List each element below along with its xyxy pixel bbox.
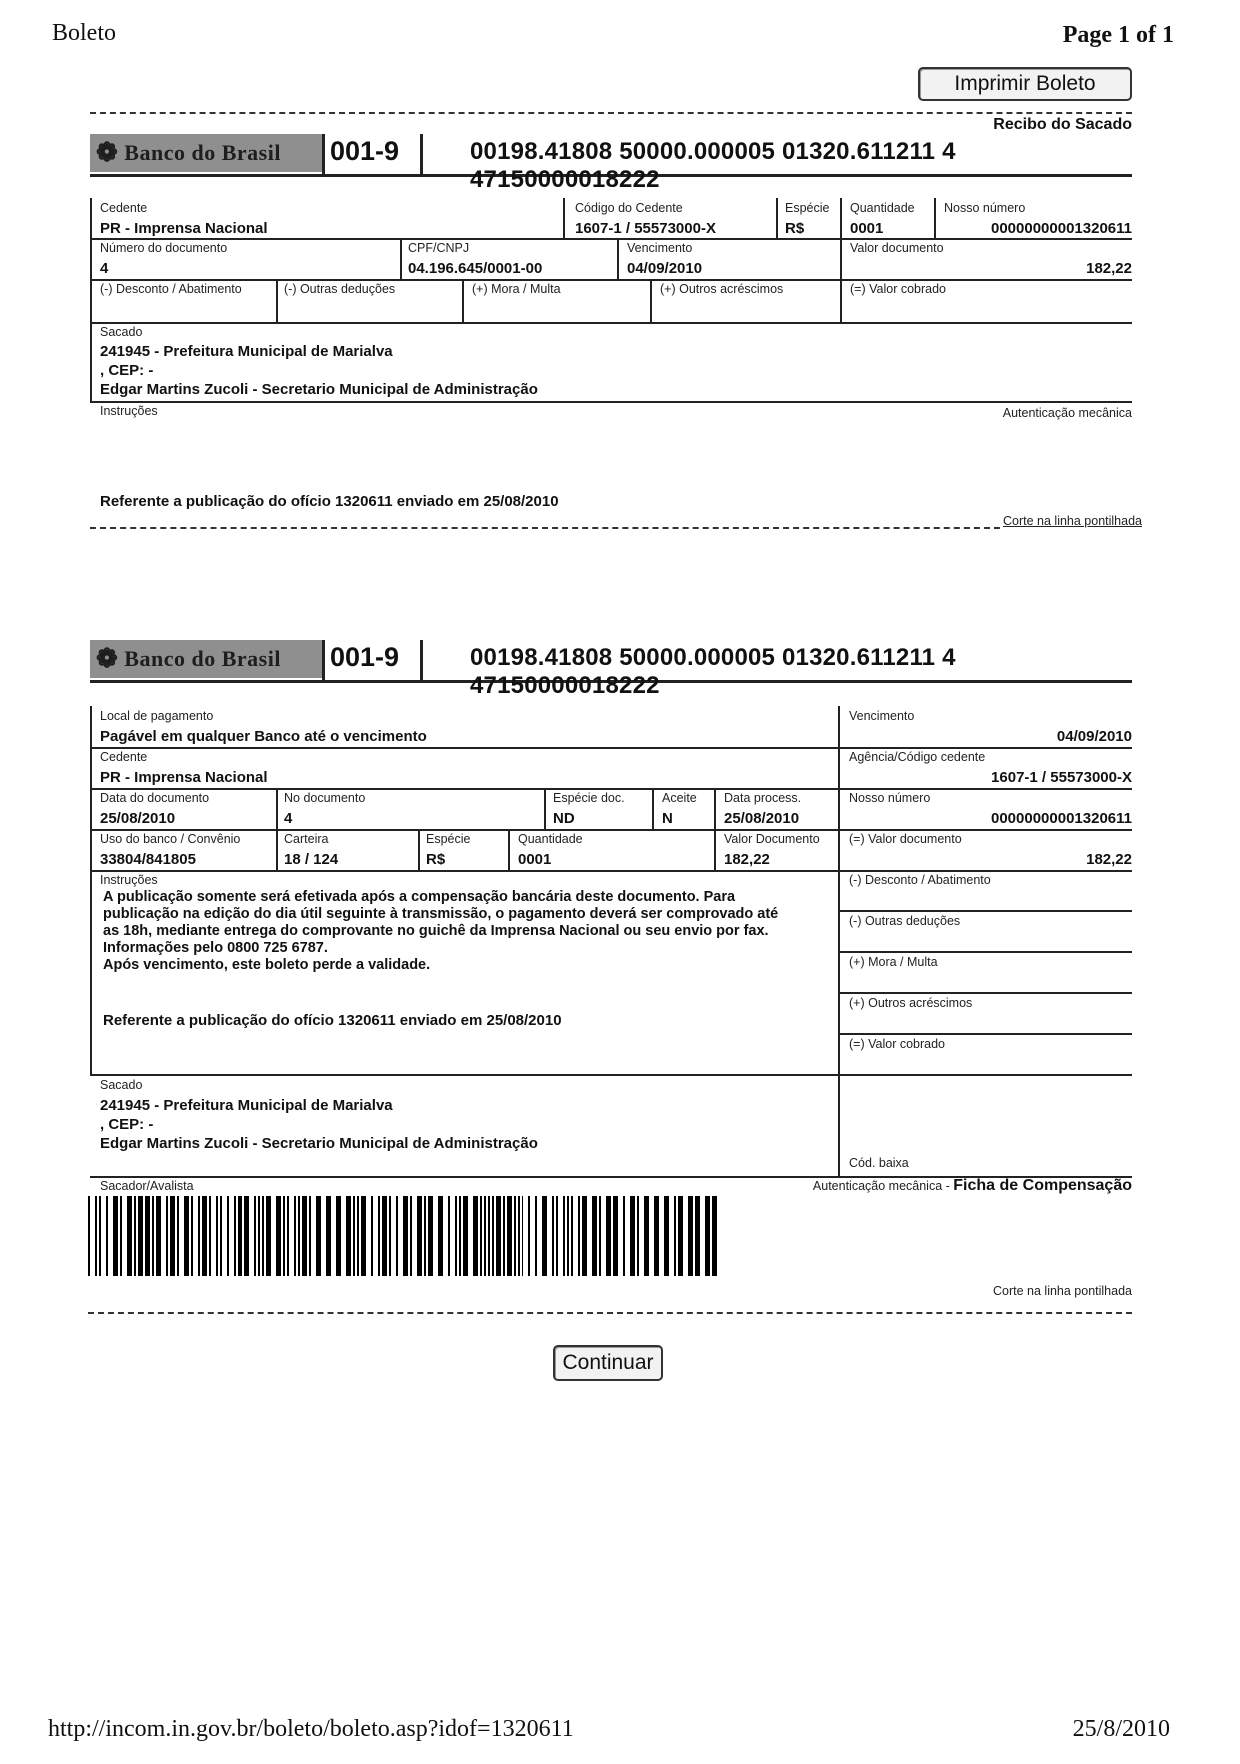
mora-label: (+) Mora / Multa [849, 955, 938, 969]
numero-documento-value: 4 [100, 260, 109, 277]
barcode-bar [184, 1196, 189, 1276]
barcode-bar [177, 1196, 179, 1276]
grid-line [90, 747, 1132, 749]
page-number: Page 1 of 1 [1062, 22, 1174, 48]
valor-documento-label: (=) Valor documento [849, 832, 962, 846]
linha-digitavel: 00198.41808 50000.000005 01320.611211 4 47150000018222 [470, 644, 956, 699]
valor-cobrado-label: (=) Valor cobrado [850, 282, 946, 296]
grid-line [90, 706, 92, 1076]
mora-label: (+) Mora / Multa [472, 282, 561, 296]
sacado-line-2: , CEP: - [100, 362, 154, 379]
barcode-bar [258, 1196, 260, 1276]
cpf-cnpj-label: CPF/CNPJ [408, 241, 470, 255]
barcode-bar [503, 1196, 505, 1276]
barcode-bar [266, 1196, 271, 1276]
barcode-bar [705, 1196, 710, 1276]
barcode-bar [220, 1196, 222, 1276]
outros-acrescimos-label: (+) Outros acréscimos [660, 282, 784, 296]
barcode-bar [578, 1196, 580, 1276]
barcode-bar [227, 1196, 229, 1276]
grid-line [838, 951, 1132, 953]
barcode-bar [613, 1196, 618, 1276]
grid-line [90, 322, 1132, 324]
grid-line [90, 788, 1132, 790]
instrucoes-line-5: Após vencimento, este boleto perde a validade. [103, 957, 431, 973]
barcode-bar [209, 1196, 211, 1276]
barcode-bar [518, 1196, 520, 1276]
barcode-bar [353, 1196, 355, 1276]
nosso-numero-label: Nosso número [944, 201, 1026, 215]
separator [322, 134, 325, 174]
outros-acrescimos-label: (+) Outros acréscimos [849, 996, 973, 1010]
barcode-bar [552, 1196, 554, 1276]
sacado-line-3: Edgar Martins Zucoli - Secretario Municipal de Administração [100, 1135, 538, 1152]
sacado-label: Sacado [100, 325, 143, 339]
separator [420, 134, 423, 174]
corte-label: Corte na linha pontilhada [1003, 514, 1142, 528]
barcode-bar [592, 1196, 597, 1276]
instrucoes-line-2: publicação na edição do dia útil seguinte à transmissão, o pagamento deverá ser comprovado até [103, 906, 779, 922]
barcode-bar [712, 1196, 717, 1276]
barcode-bar [382, 1196, 387, 1276]
barcode-bar [459, 1196, 461, 1276]
bank-code: 001-9 [330, 642, 400, 672]
barcode-bar [535, 1196, 537, 1276]
barcode-bar [488, 1196, 490, 1276]
footer-url: http://incom.in.gov.br/boleto/boleto.asp?idof=1320611 [48, 1716, 574, 1742]
barcode-bar [664, 1196, 669, 1276]
sacado-label: Sacado [100, 1078, 143, 1092]
print-button[interactable]: Imprimir Boleto [918, 67, 1132, 101]
grid-line [840, 198, 842, 322]
valor-doc-value: 182,22 [724, 851, 770, 868]
quantidade-value: 0001 [850, 220, 884, 237]
bank-header-recibo [90, 134, 1132, 193]
barcode-bar [361, 1196, 366, 1276]
barcode-bar [346, 1196, 351, 1276]
barcode-bar [145, 1196, 150, 1276]
barcode-bar [571, 1196, 573, 1276]
grid-line [838, 706, 840, 1169]
agencia-value: 1607-1 / 55573000-X [991, 769, 1132, 786]
data-process-value: 25/08/2010 [724, 810, 800, 827]
barcode-bar [378, 1196, 380, 1276]
nosso-numero-value: 00000000001320611 [991, 810, 1132, 827]
barcode-bar [302, 1196, 307, 1276]
grid-line [838, 910, 1132, 912]
autenticacao-label: Autenticação mecânica [1002, 406, 1132, 420]
grid-line [90, 279, 1132, 281]
barcode-bar [298, 1196, 300, 1276]
barcode-bar [582, 1196, 587, 1276]
barcode-bar [688, 1196, 693, 1276]
barcode-bar [522, 1196, 524, 1276]
cedente-value: PR - Imprensa Nacional [100, 769, 268, 786]
outras-deducoes-label: (-) Outras deduções [284, 282, 396, 296]
cpf-cnpj-value: 04.196.645/0001-00 [408, 260, 543, 277]
barcode-bar [630, 1196, 635, 1276]
codigo-cedente-value: 1607-1 / 55573000-X [575, 220, 716, 237]
instrucoes-label: Instruções [100, 873, 158, 887]
data-process-label: Data process. [724, 791, 802, 805]
especie-doc-value: ND [553, 810, 575, 827]
cod-baixa-label: Cód. baixa [849, 1156, 909, 1170]
barcode-bar [424, 1196, 426, 1276]
local-pagamento-label: Local de pagamento [100, 709, 214, 723]
data-documento-label: Data do documento [100, 791, 210, 805]
barcode-bar [336, 1196, 341, 1276]
linha-digitavel: 00198.41808 50000.000005 01320.611211 4 47150000018222 [470, 138, 956, 193]
valor-documento-value: 182,22 [1086, 260, 1132, 277]
footer-date: 25/8/2010 [1072, 1716, 1170, 1742]
barcode-bar [202, 1196, 207, 1276]
barcode-bar [113, 1196, 118, 1276]
barcode-bar [316, 1196, 321, 1276]
sacado-line-1: 241945 - Prefeitura Municipal de Marialva [100, 343, 393, 360]
barcode-bar [599, 1196, 601, 1276]
barcode-bar [191, 1196, 193, 1276]
grid-line [90, 870, 1132, 872]
grid-line [838, 1152, 840, 1176]
especie-value: R$ [426, 851, 446, 868]
barcode-bar [216, 1196, 218, 1276]
ficha-compensacao-title: Ficha de Compensação [953, 1177, 1132, 1194]
barcode-bar [244, 1196, 249, 1276]
barcode-bar [428, 1196, 433, 1276]
no-documento-value: 4 [284, 810, 293, 827]
agencia-label: Agência/Código cedente [849, 750, 986, 764]
outras-deducoes-label: (-) Outras deduções [849, 914, 961, 928]
vencimento-value: 04/09/2010 [1056, 728, 1132, 745]
barcode-bar [480, 1196, 482, 1276]
grid-line [508, 829, 510, 870]
autenticacao-label: Autenticação mecânica - [812, 1179, 954, 1193]
vencimento-value: 04/09/2010 [627, 260, 703, 277]
barcode-bar [156, 1196, 161, 1276]
uso-banco-value: 33804/841805 [100, 851, 196, 868]
instrucoes-label: Instruções [100, 404, 158, 418]
barcode-bar [120, 1196, 122, 1276]
grid-line [462, 279, 464, 322]
barcode-bar [127, 1196, 132, 1276]
no-documento-label: No documento [284, 791, 366, 805]
especie-label: Espécie [426, 832, 471, 846]
barcode-bar [170, 1196, 175, 1276]
grid-line [838, 992, 1132, 994]
barcode-bar [563, 1196, 565, 1276]
valor-documento-label: Valor documento [850, 241, 944, 255]
barcode-bar [606, 1196, 611, 1276]
barcode [88, 1196, 722, 1276]
valor-cobrado-label: (=) Valor cobrado [849, 1037, 945, 1051]
barcode-bar [254, 1196, 256, 1276]
especie-doc-label: Espécie doc. [553, 791, 625, 805]
grid-line [544, 788, 546, 829]
vencimento-label: Vencimento [627, 241, 693, 255]
sacador-avalista-label: Sacador/Avalista [100, 1179, 194, 1193]
grid-line [776, 198, 778, 238]
recibo-title: Recibo do Sacado [993, 116, 1132, 133]
cedente-label: Cedente [100, 201, 148, 215]
cedente-value: PR - Imprensa Nacional [100, 220, 268, 237]
separator [322, 640, 325, 680]
especie-label: Espécie [785, 201, 830, 215]
barcode-bar [556, 1196, 558, 1276]
barcode-bar [198, 1196, 200, 1276]
barcode-bar [262, 1196, 264, 1276]
nosso-numero-value: 00000000001320611 [991, 220, 1132, 237]
corte-label: Corte na linha pontilhada [993, 1284, 1132, 1298]
grid-line [400, 238, 402, 279]
quantidade-value: 0001 [518, 851, 552, 868]
barcode-bar [473, 1196, 478, 1276]
grid-line [652, 788, 654, 829]
bank-logo [90, 134, 322, 172]
cedente-label: Cedente [100, 750, 148, 764]
barcode-bar [234, 1196, 236, 1276]
grid-line [90, 401, 1132, 403]
barcode-bar [674, 1196, 676, 1276]
carteira-label: Carteira [284, 832, 329, 846]
barcode-bar [528, 1196, 530, 1276]
separator [420, 640, 423, 680]
instrucoes-text [103, 889, 833, 974]
local-pagamento-value: Pagável em qualquer Banco até o vencimento [100, 728, 427, 745]
barcode-bar [166, 1196, 168, 1276]
valor-documento-value: 182,22 [1086, 851, 1132, 868]
carteira-value: 18 / 124 [284, 851, 339, 868]
instrucoes-line-4: Informações pelo 0800 725 6787. [103, 940, 328, 956]
barcode-bar [396, 1196, 398, 1276]
barcode-bar [99, 1196, 101, 1276]
numero-documento-label: Número do documento [100, 241, 228, 255]
barcode-bar [357, 1196, 359, 1276]
barcode-bar [371, 1196, 373, 1276]
bank-logo-icon: ❁ [96, 138, 119, 167]
barcode-bar [410, 1196, 412, 1276]
desconto-label: (-) Desconto / Abatimento [100, 282, 242, 296]
barcode-bar [309, 1196, 311, 1276]
barcode-bar [492, 1196, 494, 1276]
barcode-bar [152, 1196, 154, 1276]
bank-logo-icon: ❁ [96, 644, 119, 673]
barcode-bar [455, 1196, 457, 1276]
continue-button[interactable]: Continuar [553, 1345, 663, 1381]
instrucoes-line-3: as 18h, mediante entrega do comprovante no guichê da Imprensa Nacional ou seu envio por fax. [103, 923, 769, 939]
barcode-bar [507, 1196, 512, 1276]
desconto-label: (-) Desconto / Abatimento [849, 873, 991, 887]
grid-line [714, 788, 716, 870]
barcode-bar [654, 1196, 659, 1276]
quantidade-label: Quantidade [850, 201, 915, 215]
especie-value: R$ [785, 220, 805, 237]
recibo-referente: Referente a publicação do ofício 1320611 enviado em 25/08/2010 [100, 493, 559, 510]
barcode-bar [287, 1196, 289, 1276]
grid-line [90, 1074, 1132, 1076]
grid-line [563, 198, 565, 238]
sacado-line-2: , CEP: - [100, 1116, 154, 1133]
valor-doc-label: Valor Documento [724, 832, 820, 846]
bank-code: 001-9 [330, 136, 400, 166]
codigo-cedente-label: Código do Cedente [575, 201, 683, 215]
aceite-value: N [662, 810, 673, 827]
cut-line [90, 527, 1000, 529]
barcode-bar [463, 1196, 468, 1276]
barcode-bar [637, 1196, 639, 1276]
barcode-bar [567, 1196, 569, 1276]
barcode-bar [106, 1196, 108, 1276]
barcode-bar [389, 1196, 391, 1276]
barcode-bar [448, 1196, 450, 1276]
grid-line [934, 198, 936, 238]
barcode-bar [95, 1196, 97, 1276]
ficha-referente: Referente a publicação do ofício 1320611 enviado em 25/08/2010 [103, 1012, 562, 1029]
bank-logo [90, 640, 322, 678]
sacado-line-1: 241945 - Prefeitura Municipal de Marialva [100, 1097, 393, 1114]
instrucoes-line-1: A publicação somente será efetivada após a compensação bancária deste documento. Para [103, 889, 736, 905]
nosso-numero-label: Nosso número [849, 791, 931, 805]
grid-line [617, 238, 619, 279]
barcode-bar [496, 1196, 501, 1276]
grid-line [90, 198, 92, 402]
vencimento-label: Vencimento [849, 709, 915, 723]
grid-line [650, 279, 652, 322]
barcode-bar [542, 1196, 547, 1276]
top-dashed-line [90, 112, 1132, 114]
autenticacao-mecanica [813, 1177, 1132, 1195]
grid-line [838, 1033, 1132, 1035]
grid-line [418, 829, 420, 870]
page-header-title: Boleto [52, 20, 116, 46]
grid-line [276, 279, 278, 322]
quantidade-label: Quantidade [518, 832, 583, 846]
barcode-bar [644, 1196, 649, 1276]
barcode-bar [678, 1196, 683, 1276]
grid-line [90, 238, 1132, 240]
barcode-bar [484, 1196, 486, 1276]
bank-logo-text: Banco do Brasil [124, 646, 281, 671]
cut-line [88, 1312, 1132, 1314]
barcode-bar [283, 1196, 285, 1276]
aceite-label: Aceite [662, 791, 697, 805]
barcode-bar [417, 1196, 422, 1276]
grid-line [276, 788, 278, 870]
barcode-bar [695, 1196, 700, 1276]
barcode-bar [138, 1196, 143, 1276]
barcode-bar [514, 1196, 516, 1276]
bank-header-ficha [90, 640, 1132, 699]
barcode-bar [276, 1196, 281, 1276]
sacado-line-3: Edgar Martins Zucoli - Secretario Municipal de Administração [100, 381, 538, 398]
barcode-bar [438, 1196, 443, 1276]
barcode-bar [623, 1196, 625, 1276]
barcode-bar [403, 1196, 408, 1276]
barcode-bar [134, 1196, 136, 1276]
barcode-bar [294, 1196, 296, 1276]
barcode-bar [326, 1196, 331, 1276]
grid-line [90, 829, 1132, 831]
data-documento-value: 25/08/2010 [100, 810, 176, 827]
bank-logo-text: Banco do Brasil [124, 140, 281, 165]
barcode-bar [88, 1196, 90, 1276]
barcode-bar [238, 1196, 243, 1276]
uso-banco-label: Uso do banco / Convênio [100, 832, 241, 846]
